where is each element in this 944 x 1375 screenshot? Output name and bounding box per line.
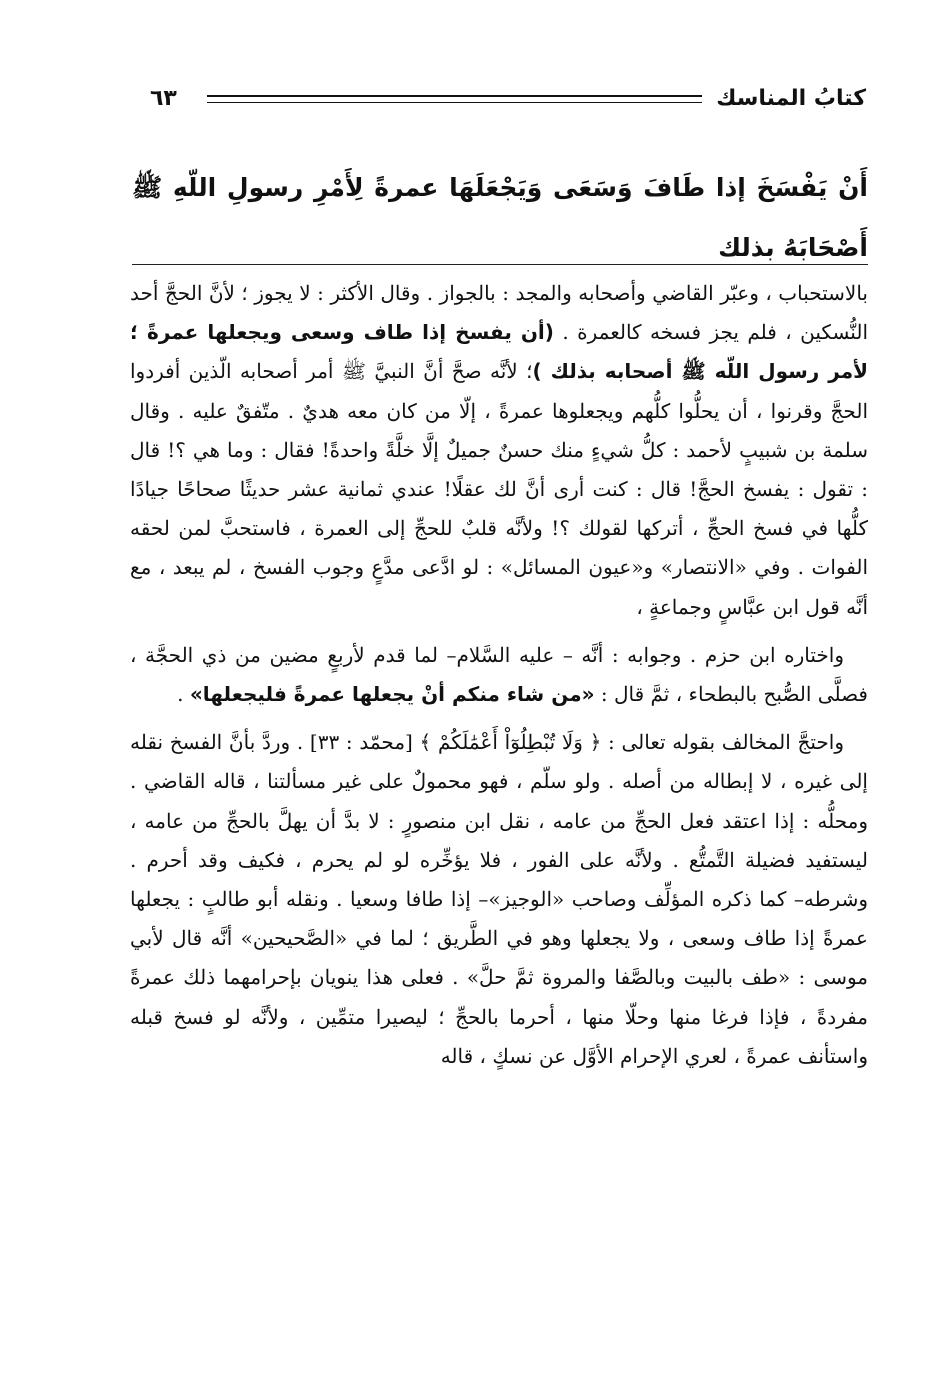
text-segment: ؛ لأنَّه صحَّ أنَّ النبيَّ ﷺ أمر أصحابه الّذين أفردوا الحجَّ وقرنوا ، أن يحلُّوا كلُّهم ويجعلوها عمرةً ، إلّا من كان معه هديٌ . متّفقٌ عليه . وقال سلمة بن شبيبٍ لأحمد : كلُّ شيءٍ منك حسنٌ جميلٌ إلَّا خلَّةً واحدةً! فقال : وما هي ؟! قال : تقول : يفسخ الحجَّ! قال : كنت أرى أنَّ لك عقلًا! عندي ثمانية عشر حديثًا صحاحًا جيادًا كلُّها في فسخ الحجِّ ، أتركها لقولك ؟! ولأنَّه قلبٌ للحجِّ إلى العمرة ، فاستحبَّ لمن لحقه الفوات . وفي «الانتصار» و«عيون المسائل» : لو ادَّعى مدَّعٍ وجوب الفسخ ، لم يبعد ، مع أنَّه قول ابن عبَّاسٍ وجماعةٍ ،	[130, 359, 868, 619]
text-segment: بالاستحباب ، وعبّر القاضي وأصحابه والمجد : بالجواز . وقال الأكثر : لا يجوز ؛ لأنَّ الحجَّ أحد النُّسكين ، فلم يجز فسخه كالعمرة .	[130, 281, 868, 345]
commentary-paragraph-1	[130, 274, 868, 627]
header-rule	[207, 95, 702, 103]
page-number: ٦٣	[150, 85, 177, 111]
text-segment: .	[177, 682, 190, 707]
quoted-matn: (أن يفسخ إذا طاف وسعى ويجعلها عمرةً ؛ لأمر رسول اللّه ﷺ أصحابه بذلك )	[130, 320, 869, 384]
running-header	[150, 78, 866, 118]
commentary-paragraph-2	[130, 636, 868, 714]
commentary-body	[130, 274, 868, 1085]
text-segment: واختاره ابن حزم . وجوابه : أنَّه – عليه السَّلام– لما قدم لأربعٍ مضين من ذي الحجَّة ، فصلَّى الصُّبح بالبطحاء ، ثمَّ قال :	[130, 642, 868, 707]
text-segment: واحتجَّ المخالف بقوله تعالى : ﴿ وَلَا تُبْطِلُوٓاْ أَعْمَٰلَكُمْ ﴾ [محمّد : ٣٣] . وردَّ بأنَّ الفسخ نقله إلى غيره ، لا إبطاله من أصله . ولو سلّم ، فهو محمولٌ على غير مسألتنا ، قاله القاضي . ومحلُّه : إذا اعتقد فعل الحجِّ من عامه ، نقل ابن منصورٍ : لا بدَّ أن يهلَّ بالحجِّ من عامه ، ليستفيد فضيلة التَّمتُّع . ولأنَّه على الفور ، فلا يؤخِّره لو لم يحرم ، فكيف وقد أحرم . وشرطه– كما ذكره المؤلِّف وصاحب «الوجيز»– إذا طافا وسعيا . ونقله أبو طالبٍ : يجعلها عمرةً إذا طاف وسعى ، ولا يجعلها وهو في الطَّريق ؛ لما في «الصَّحيحين» أنَّه قال لأبي موسى : «طف بالبيت وبالصَّفا والمروة ثمَّ حلَّ» . فعلى هذا ينويان بإحرامهما ذلك عمرةً مفردةً ، فإذا فرغا منها وحلّا منها ، أحرما بالحجِّ ؛ ليصيرا متمِّين ، ولأنَّه لو فسخ قبله واستأنف عمرةً ، لعري الإحرام الأوَّل عن نسكٍ ، قاله	[130, 730, 869, 1068]
book-title: كتابُ المناسك	[716, 85, 866, 111]
matn-text: أَنْ يَفْسَخَ إذا طَافَ وَسَعَى وَيَجْعَلَهَا عمرةً لِأَمْرِ رسولِ اللّهِ ﷺ أَصْحَابَهُ بذلك	[132, 173, 868, 262]
matn-separator	[132, 264, 868, 265]
quoted-hadith: «من شاء منكم أنْ يجعلها عمرةً فليجعلها»	[189, 682, 595, 707]
commentary-paragraph-3	[130, 723, 868, 1076]
